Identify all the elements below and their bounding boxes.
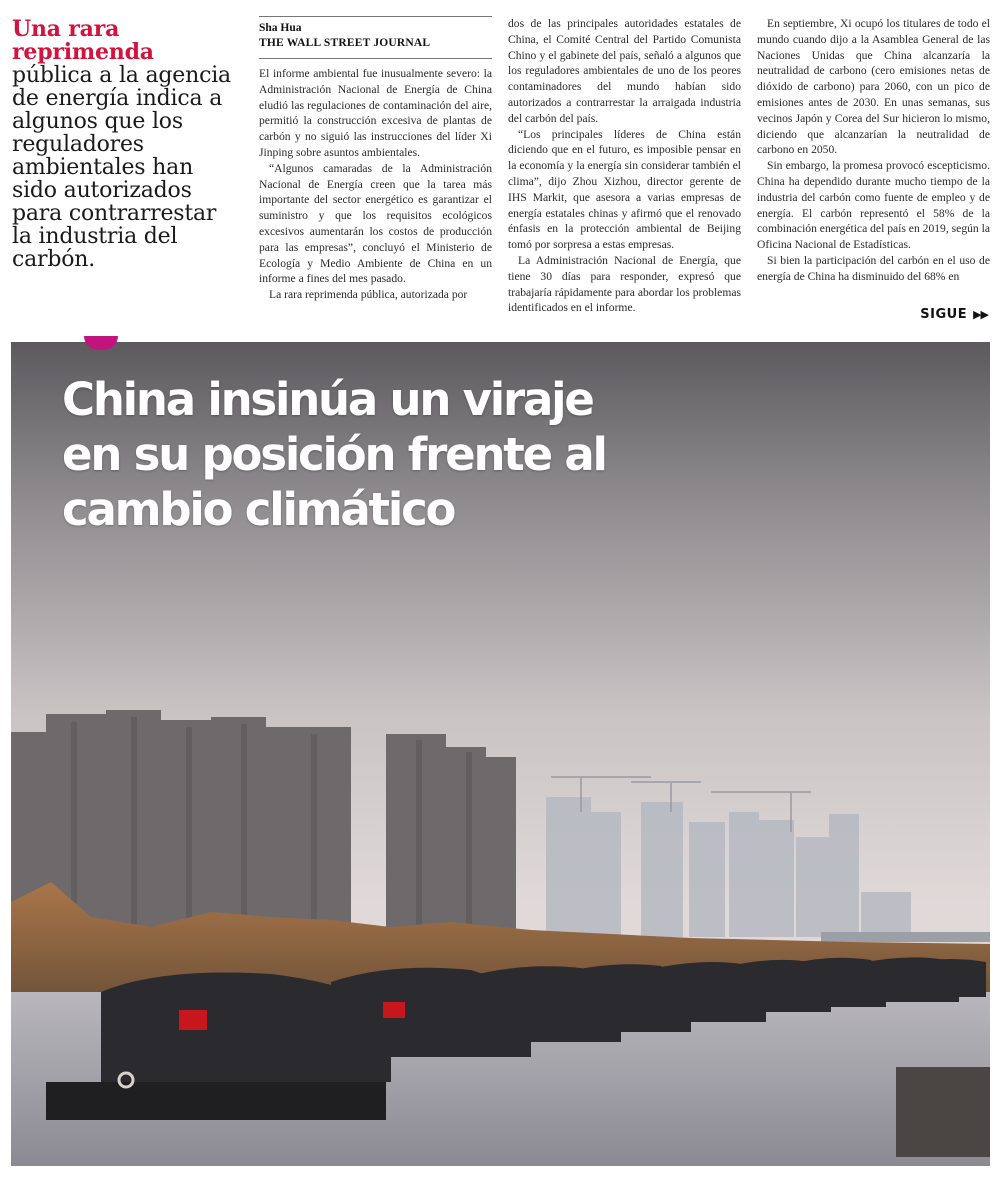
paragraph: Sin embargo, la promesa provocó escepticismo. China ha dependido durante mucho tiempo de la industria del carbón como fuente de empleo y de energía. El carbón representó el 58% de la combinación energética del país en 2019, según la Oficina Nacional de Estadísticas. [757, 159, 990, 252]
deck-text: pública a la agencia de energía indica a algunos que los reguladores ambientales han sido autorizados para contrarrestar la industria del carbón. [12, 63, 231, 272]
article-column-1 [259, 66, 492, 303]
deck [12, 18, 237, 271]
article-column-3 [757, 16, 990, 285]
byline-divider [259, 58, 492, 59]
paragraph: “Los principales líderes de China están diciendo que en el futuro, es imposible pensar en la economía y la energía sin considerar también el clima”, dijo Zhou Xizhou, director gerente de IHS Markit, que asesora a varias empresas de energía estatales chinas y afirmó que el renovado énfasis en la protección ambiental de Beijing tomó por sorpresa a estas empresas. [508, 127, 741, 252]
continue-link[interactable] [920, 307, 988, 322]
paragraph: La Administración Nacional de Energía, que tiene 30 días para responder, expresó que trabajaría rápidamente para abordar los problemas identificados en el informe. [508, 253, 741, 315]
headline-line: en su posición frente al [62, 428, 606, 481]
byline-outlet: THE WALL STREET JOURNAL [259, 37, 431, 49]
headline [62, 372, 622, 537]
byline-author: Sha Hua [259, 22, 302, 34]
headline-line: China insinúa un viraje [62, 373, 593, 426]
paragraph: En septiembre, Xi ocupó los titulares de todo el mundo cuando dijo a la Asamblea General de las Naciones Unidas que China alcanzaría la neutralidad de carbono (cero emisiones netas de dióxido de carbono) para 2060, con un pico de emisiones antes de 2030. En unas semanas, sus vecinos Japón y Corea del Sur hicieron lo mismo, diciendo que alcanzarían la neutralidad de carbono en 2050. [757, 17, 990, 157]
headline-line: cambio climático [62, 483, 455, 536]
paragraph: El informe ambiental fue inusualmente severo: la Administración Nacional de Energía de China eludió las regulaciones de contaminación del aire, permitió la construcción excesiva de plantas de carbón y no siguió las instrucciones del líder Xi Jinping sobre asuntos ambientales. [259, 67, 492, 159]
article-column-2 [508, 16, 741, 316]
paragraph: “Algunos camaradas de la Administración Nacional de Energía creen que la tarea más importante del sector energético es garantizar el suministro y que los requisitos ecológicos excesivos aumentarán los costos de producción para las empresas”, concluyó el Ministerio de Ecología y Medio Ambiente de China en un informe a fines del mes pasado. [259, 161, 492, 286]
byline [259, 16, 492, 51]
forward-arrows-icon: ▶▶ [973, 308, 988, 321]
paragraph: Si bien la participación del carbón en el uso de energía de China ha disminuido del 68% en [757, 253, 990, 283]
paragraph: La rara reprimenda pública, autorizada por [269, 288, 468, 302]
paragraph: dos de las principales autoridades estatales de China, el Comité Central del Partido Comunista Chino y el gabinete del país, señaló a algunos que los reguladores ambientales de uno de los peores contaminadores del mundo habían sido autorizados a contrarrestar la arraigada industria del carbón del país. [508, 17, 741, 125]
deck-lead: Una rara reprimenda [12, 16, 154, 65]
continue-label: SIGUE [920, 307, 968, 322]
